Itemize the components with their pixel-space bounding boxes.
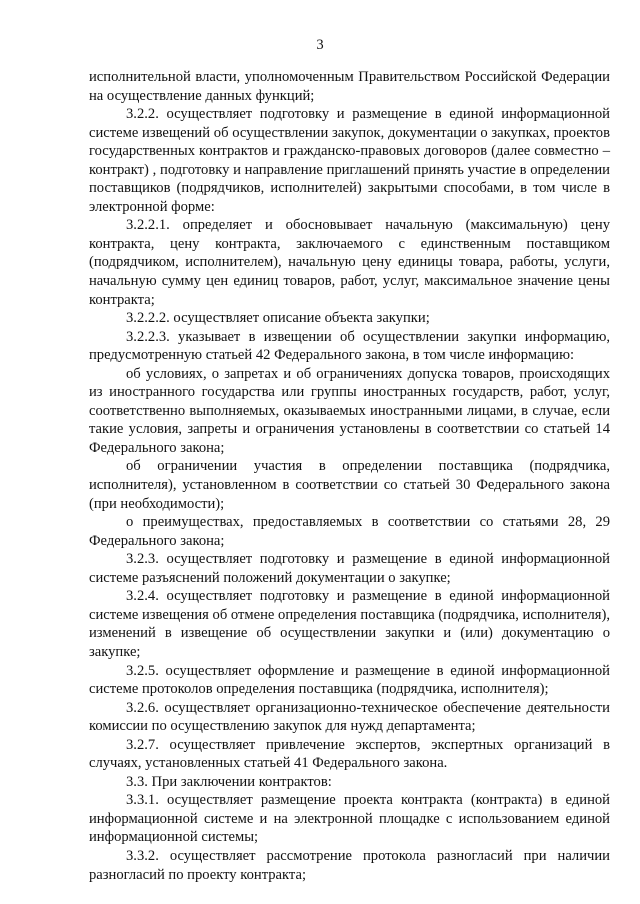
paragraph: 3.2.6. осуществляет организационно-техническое обеспечение деятельности комиссии по осуществлению закупок для нужд департамента; xyxy=(89,699,610,735)
paragraph: 3.2.5. осуществляет оформление и размещение в единой информационной системе протоколов определения поставщика (подрядчика, исполнителя); xyxy=(89,662,610,698)
paragraph: 3.2.7. осуществляет привлечение экспертов, экспертных организаций в случаях, установленных статьей 41 Федерального закона. xyxy=(89,736,610,772)
paragraph: 3.2.3. осуществляет подготовку и размещение в единой информационной системе разъяснений положений документации о закупке; xyxy=(89,551,610,586)
paragraph: об условиях, о запретах и об ограничениях допуска товаров, происходящих из иностранного государства или группы иностранных государств, работ, услуг, соответственно выполняемых, оказываемых иностранными лицами, в случае, если такие условия, запреты и ограничения установлены в соответствии со статьей 14 Федерального закона; xyxy=(89,365,610,456)
paragraph: 3.2.2.2. осуществляет описание объекта закупки; xyxy=(126,310,430,327)
paragraph: 3.3. При заключении контрактов: xyxy=(126,773,332,790)
paragraph: о преимуществах, предоставляемых в соответствии со статьями 28, 29 Федерального закона; xyxy=(89,514,610,549)
paragraph: 3.3.1. осуществляет размещение проекта контракта (контракта) в единой информационной системе и на электронной площадке с использованием единой информационной системы; xyxy=(89,792,610,846)
paragraph: 3.2.2.1. определяет и обосновывает начальную (максимальную) цену контракта, цену контракта, заключаемого с единственным поставщиком (подрядчиком, исполнителем), начальную цену единицы товара, работы, услуги, начальную сумму цен единиц товаров, работ, услуг, максимальное значение цены контракта; xyxy=(89,217,610,308)
paragraph: 3.3.2. осуществляет рассмотрение протокола разногласий при наличии разногласий по проекту контракта; xyxy=(89,847,610,883)
paragraph: исполнительной власти, уполномоченным Правительством Российской Федерации на осуществление данных функций; xyxy=(89,69,610,104)
paragraph: 3.2.4. осуществляет подготовку и размещение в единой информационной системе извещения об отмене определения поставщика (подрядчика, исполнителя), изменений в извещение об осуществлении закупки и (или) документацию о закупке; xyxy=(89,588,610,660)
paragraph: 3.2.2. осуществляет подготовку и размещение в единой информационной системе извещений об осуществлении закупок, документации о закупках, проектов государственных контрактов и гражданско-правовых договоров (далее совместно – контракт) , подготовку и направление приглашений принять участие в определении поставщиков (подрядчиков, исполнителей) закрытыми способами, в том числе в электронной форме: xyxy=(89,106,610,215)
document-body xyxy=(89,68,610,884)
paragraph: 3.2.2.3. указывает в извещении об осуществлении закупки информацию, предусмотренную статьей 42 Федерального закона, в том числе информацию: xyxy=(89,328,610,364)
page-number: 3 xyxy=(316,37,324,53)
paragraph: об ограничении участия в определении поставщика (подрядчика, исполнителя), установленном в соответствии со статьей 30 Федерального закона (при необходимости); xyxy=(89,458,610,512)
